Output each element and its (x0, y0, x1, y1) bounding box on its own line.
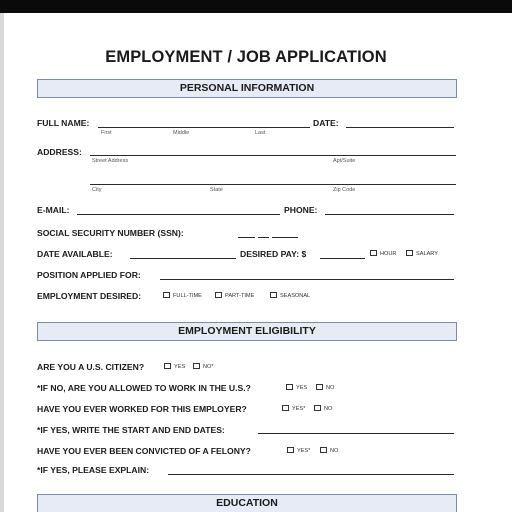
page-left-edge (0, 13, 4, 512)
zip-code-hint: Zip Code (333, 187, 356, 193)
seasonal-checkbox[interactable] (270, 292, 277, 298)
full-name-field[interactable] (98, 127, 310, 128)
city-state-zip-field[interactable] (90, 184, 456, 185)
part-time-checkbox[interactable] (215, 292, 222, 298)
position-applied-label: POSITION APPLIED FOR: (37, 270, 141, 280)
first-name-hint: First (101, 130, 112, 136)
date-available-field[interactable] (130, 258, 236, 259)
explain-question: *IF YES, PLEASE EXPLAIN: (37, 465, 150, 475)
top-black-bar (0, 0, 512, 13)
street-address-hint: Street Address (92, 158, 129, 164)
ssn-part2-field[interactable] (258, 237, 269, 238)
date-available-label: DATE AVAILABLE: (37, 249, 113, 259)
ssn-part1-field[interactable] (238, 237, 255, 238)
ssn-label: SOCIAL SECURITY NUMBER (SSN): (37, 228, 184, 238)
felony-yes-checkbox[interactable] (287, 447, 294, 453)
felony-no-checkbox[interactable] (320, 447, 327, 453)
felony-yes-label: YES* (297, 448, 311, 454)
worked-yes-checkbox[interactable] (282, 405, 289, 411)
hour-option-label: HOUR (380, 251, 397, 257)
street-address-field[interactable] (90, 155, 456, 156)
apt-suite-hint: Apt/Suite (333, 158, 356, 164)
citizen-no-checkbox[interactable] (193, 363, 200, 369)
desired-pay-label: DESIRED PAY: $ (240, 249, 307, 259)
section-education: EDUCATION (37, 494, 457, 512)
citizen-no-label: NO* (203, 364, 214, 370)
allowed-to-work-question: *IF NO, ARE YOU ALLOWED TO WORK IN THE U.S.? (37, 383, 251, 393)
seasonal-option-label: SEASONAL (280, 293, 311, 299)
section-employment-eligibility: EMPLOYMENT ELIGIBILITY (37, 322, 457, 341)
phone-label: PHONE: (284, 205, 318, 215)
employment-desired-label: EMPLOYMENT DESIRED: (37, 291, 142, 301)
felony-question: HAVE YOU EVER BEEN CONVICTED OF A FELONY? (37, 446, 251, 456)
part-time-option-label: PART-TIME (225, 293, 255, 299)
date-label: DATE: (313, 118, 339, 128)
worked-before-question: HAVE YOU EVER WORKED FOR THIS EMPLOYER? (37, 404, 247, 414)
full-time-checkbox[interactable] (163, 292, 170, 298)
worked-yes-label: YES* (292, 406, 306, 412)
worked-no-checkbox[interactable] (314, 405, 321, 411)
citizen-question: ARE YOU A U.S. CITIZEN? (37, 362, 145, 372)
middle-name-hint: Middle (173, 130, 190, 136)
date-field[interactable] (346, 127, 454, 128)
email-field[interactable] (77, 214, 280, 215)
desired-pay-field[interactable] (320, 258, 365, 259)
full-name-label: FULL NAME: (37, 118, 90, 128)
citizen-yes-checkbox[interactable] (164, 363, 171, 369)
address-label: ADDRESS: (37, 147, 82, 157)
salary-checkbox[interactable] (406, 250, 413, 256)
citizen-yes-label: YES (174, 364, 186, 370)
full-time-option-label: FULL-TIME (173, 293, 202, 299)
state-hint: State (210, 187, 223, 193)
position-applied-field[interactable] (160, 279, 454, 280)
start-end-dates-question: *IF YES, WRITE THE START AND END DATES: (37, 425, 225, 435)
form-title: EMPLOYMENT / JOB APPLICATION (105, 48, 387, 66)
allowed-yes-label: YES (296, 385, 308, 391)
city-hint: City (92, 187, 102, 193)
felony-no-label: NO (330, 448, 339, 454)
ssn-part3-field[interactable] (272, 237, 298, 238)
hour-checkbox[interactable] (370, 250, 377, 256)
worked-no-label: NO (324, 406, 333, 412)
allowed-yes-checkbox[interactable] (286, 384, 293, 390)
email-label: E-MAIL: (37, 205, 70, 215)
explain-field[interactable] (168, 474, 454, 475)
allowed-no-checkbox[interactable] (316, 384, 323, 390)
start-end-dates-field[interactable] (258, 433, 454, 434)
allowed-no-label: NO (326, 385, 335, 391)
section-personal-information: PERSONAL INFORMATION (37, 79, 457, 98)
salary-option-label: SALARY (416, 251, 438, 257)
phone-field[interactable] (325, 214, 454, 215)
last-name-hint: Last (255, 130, 266, 136)
